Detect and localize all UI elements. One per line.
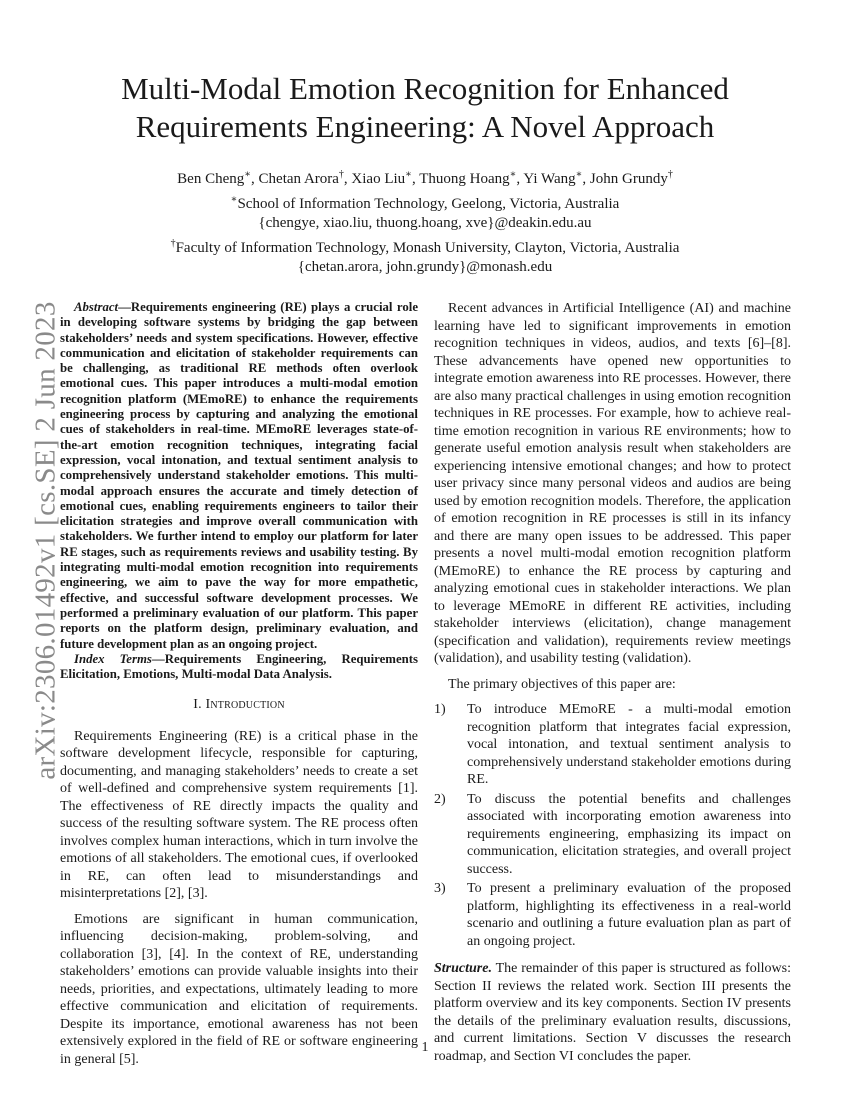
affiliation-text: Faculty of Information Technology, Monash University, Clayton, Victoria, Australia [175, 239, 680, 256]
title-line-2: Requirements Engineering: A Novel Approach [135, 109, 715, 144]
index-terms-label: Index Terms [74, 651, 152, 666]
paper-title [60, 70, 790, 146]
author-name: Yi Wang [523, 171, 576, 187]
affiliation-mark: † [338, 169, 344, 180]
section-numeral: I. [193, 697, 202, 713]
affiliation-mark: † [667, 169, 673, 180]
affiliation-1-email: {chengye, xiao.liu, thuong.hoang, xve}@deakin.edu.au [258, 215, 592, 231]
affiliation-2 [60, 234, 790, 259]
affiliation-mark: ∗ [509, 169, 517, 180]
list-item-number: 1) [434, 702, 446, 717]
structure-text: The remainder of this paper is structured as follows: Section II reviews the related work. Section III presents the platform overview and its key components. Section IV presents the details of the preliminary evaluation results, discussions, and current limitations. Section V discusses the research roadmap, and Section VI concludes the paper. [434, 961, 791, 1064]
arxiv-identifier: arXiv:2306.01492v1 [cs.SE] 2 Jun 2023 [29, 300, 62, 780]
structure-label: Structure. [434, 961, 492, 976]
list-item-number: 2) [434, 791, 446, 807]
list-item-text: To introduce MEmoRE - a multi-modal emotion recognition platform that integrates facial expression, vocal intonation, and textual sentiment analysis to comprehensively understand stakeholder emotions during RE. [467, 702, 791, 787]
author-name: Ben Cheng [177, 171, 245, 187]
intro-paragraph-3: Recent advances in Artificial Intelligence (AI) and machine learning have led to significant improvements in emotion recognition techniques in videos, audios, and texts [6]–[8]. These advancements have opened new opportunities to integrate emotion awareness into RE processes. However, there are also many practical challenges in using emotion recognition techniques in RE processes. For example, how to achieve real-time emotion recognition in various RE environments; how to generate useful emotion analysis result when stakeholders are experiencing intensive emotional changes; and how to protect user privacy since many personal videos and audios are being used by emotion recognition models. Therefore, the application of emotion recognition in RE processes is still in its infancy and there are many open issues to be addressed. This paper presents a novel multi-modal emotion recognition platform (MEmoRE) to enhance the RE process by capturing and analyzing emotional cues in stakeholder interactions. We plan to leverage MEmoRE in different RE activities, including stakeholder interviews (elicitation), change management (specification and validation), requirements review meetings (validation), and usability testing (validation). [434, 301, 791, 666]
objectives-intro: The primary objectives of this paper are: [448, 676, 676, 692]
list-item-text: To present a preliminary evaluation of the proposed platform, highlighting its effectiveness in a real-world scenario and outlining a future evaluation plan as part of an ongoing project. [467, 881, 791, 949]
affiliation-text: School of Information Technology, Geelong, Victoria, Australia [237, 195, 620, 212]
title-line-1: Multi-Modal Emotion Recognition for Enhanced [121, 71, 729, 106]
affiliation-2-email: {chetan.arora, john.grundy}@monash.edu [297, 259, 553, 275]
section-title: Introduction [205, 697, 285, 713]
index-terms-text: —Requirements Engineering, Requirements Elicitation, Emotions, Multi-modal Data Analysis. [60, 651, 418, 682]
author-name: Chetan Arora [258, 171, 339, 187]
objectives-list [434, 701, 791, 950]
affiliation-mark: ∗ [405, 169, 412, 180]
affiliation-1 [60, 190, 790, 215]
author-name: Xiao Liu [351, 171, 406, 187]
list-item [434, 880, 791, 950]
list-item [434, 701, 791, 789]
list-item [434, 791, 791, 879]
page-number: 1 [421, 1040, 429, 1055]
index-terms [60, 652, 418, 683]
affiliation-mark: ∗ [575, 169, 583, 180]
intro-paragraph-1: Requirements Engineering (RE) is a critical phase in the software development lifecycle, responsible for capturing, documenting, and managing stakeholders’ needs to create a set of well-defined and comprehensive system requirements [1]. The effectiveness of RE directly impacts the quality and success of the resulting software system. The RE process often involves complex human interactions, which in turn involve the emotions of all stakeholders. The emotional cues, if overlooked in RE, can often lead to misunderstandings and misinterpretations [2], [3]. [60, 728, 418, 902]
affiliation-mark: ∗ [230, 193, 238, 205]
list-item-text: To discuss the potential benefits and challenges associated with incorporating emotion awareness into requirements engineering, emphasizing its impact on communication, elicitation strategies, and overall project success. [467, 791, 791, 877]
author-name: John Grundy [589, 171, 668, 187]
section-heading-introduction [60, 696, 418, 714]
affiliation-mark: ∗ [244, 169, 252, 180]
abstract [60, 300, 418, 652]
abstract-text: —Requirements engineering (RE) plays a crucial role in developing software systems by bridging the gap between stakeholders’ needs and system specifications. However, effective communication and elicitation of stakeholder requirements can be challenging, as traditional RE methods often overlook emotional cues. This paper introduces a multi-modal emotion recognition platform (MEmoRE) to enhance the requirements engineering process by capturing and analyzing the emotional cues of stakeholders in real-time. MEmoRE leverages state-of-the-art emotion recognition techniques, integrating facial expression, vocal intonation, and textual sentiment analysis to comprehensively understand stakeholder emotions. This multi-modal approach ensures the accurate and timely detection of emotional cues, enabling requirements engineers to tailor their elicitation strategies and improve overall communication with stakeholders. We further intend to employ our platform for later RE stages, such as requirements reviews and usability testing. By integrating multi-modal emotion recognition into requirements engineering, we aim to pave the way for more empathetic, effective, and successful software development processes. We performed a preliminary evaluation of our platform. This paper reports on the platform design, preliminary evaluation, and future development plan as an ongoing project. [60, 300, 418, 651]
author-block [60, 165, 790, 278]
intro-paragraph-2: Emotions are significant in human communication, influencing decision-making, problem-solving, and collaboration [3], [4]. In the context of RE, understanding stakeholders’ emotions can provide valuable insights into their needs, priorities, and expectations, ultimately leading to more effective communication and elicitation of requirements. Despite its importance, emotional awareness has not been extensively explored in the field of RE or software engineering in general [5]. [60, 911, 418, 1067]
abstract-label: Abstract [74, 300, 119, 314]
author-name: Thuong Hoang [419, 171, 510, 187]
left-column [60, 300, 418, 1076]
list-item-number: 3) [434, 881, 446, 896]
author-names: Ben Cheng∗, Chetan Arora†, Xiao Liu∗, Thuong Hoang∗, Yi Wang∗, John Grundy† [177, 169, 673, 187]
affiliation-mark: † [170, 237, 176, 249]
right-column [434, 300, 791, 1065]
